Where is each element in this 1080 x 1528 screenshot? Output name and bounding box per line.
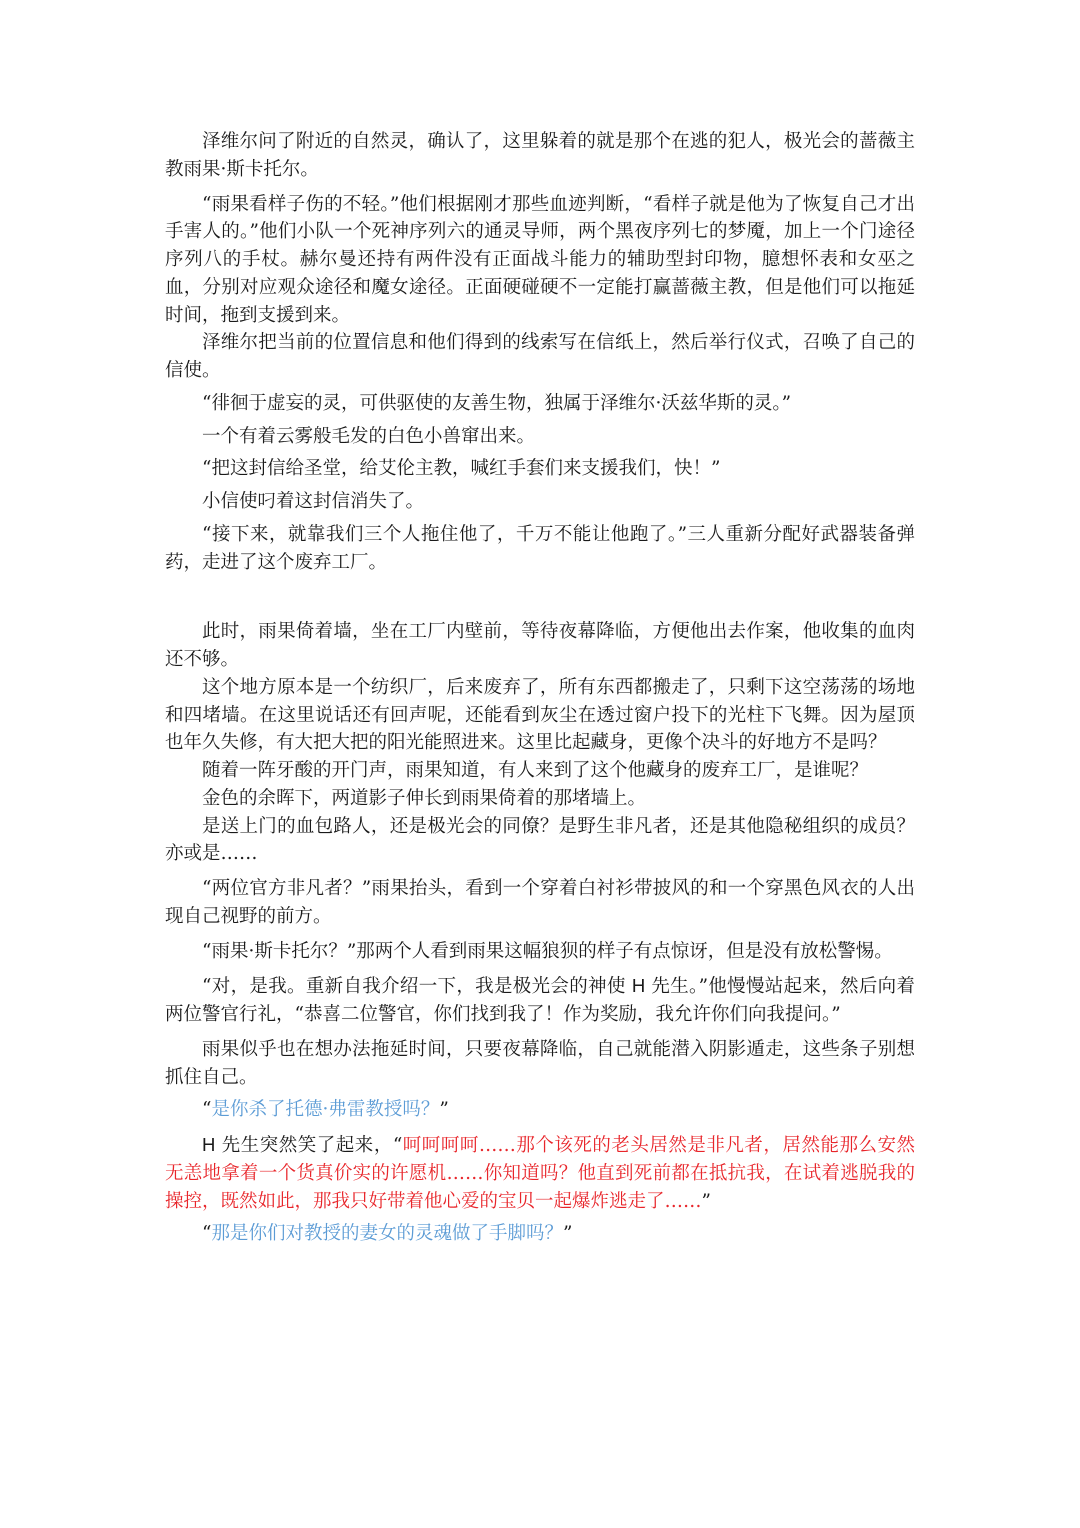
paragraph-2: “雨果看样子伤的不轻。”他们根据刚才那些血迹判断，“看样子就是他为了恢复自己才出手害人的。”他们小队一个死神序列六的通灵导师，两个黑夜序列七的梦魇，加上一个门途径序列八的手杖。赫尔曼还持有两件没有正面战斗能力的辅助型封印物，臆想怀表和女巫之血，分别对应观众途径和魔女途径。正面硬碰硬不一定能打赢蔷薇主教，但是他们可以拖延时间，拖到支援到来。 (165, 193, 915, 326)
question-2-close-quote: ” (562, 1223, 573, 1245)
paragraph-3: 泽维尔把当前的位置信息和他们得到的线索写在信纸上，然后举行仪式，召唤了自己的信使。 (165, 332, 915, 381)
paragraph-16-text-b: 先生。”他慢慢站起来，然后向着两位警官行礼，“恭喜二位警官，你们找到我了！作为奖励，我允许你们向我提问。” (165, 976, 915, 1025)
paragraph-16-text-a: “对，是我。重新自我介绍一下，我是极光会的神使 (202, 976, 632, 998)
paragraph-6: “把这封信给圣堂，给艾伦主教，喊红手套们来支援我们，快！” (202, 458, 721, 480)
question-1-close-quote: ” (439, 1099, 449, 1121)
paragraph-14: “两位官方非凡者？”雨果抬头，看到一个穿着白衬衫带披风的和一个穿黑色风衣的人出现自己视野的前方。 (165, 878, 915, 927)
question-1-text: 是你杀了托德·弗雷教授吗？ (211, 1099, 440, 1121)
paragraph-16-latin: H (631, 975, 646, 997)
paragraph-9: 此时，雨果倚着墙，坐在工厂内壁前，等待夜幕降临，方便他出去作案，他收集的血肉还不够。 (165, 621, 915, 670)
answer-prefix: 先生突然笑了起来， (215, 1135, 393, 1156)
paragraph-17: 雨果似乎也在想办法拖延时间，只要夜幕降临，自己就能潜入阴影遁走，这些条子别想抓住自己。 (165, 1038, 915, 1088)
answer-latin: H (202, 1134, 216, 1155)
answer-paragraph (165, 1131, 915, 1215)
answer-open-quote: “ (392, 1135, 403, 1156)
paragraph-7: 小信使叼着这封信消失了。 (202, 491, 425, 512)
question-1-open-quote: “ (202, 1099, 212, 1121)
paragraph-5: 一个有着云雾般毛发的白色小兽窜出来。 (202, 425, 536, 447)
paragraph-11: 随着一阵牙酸的开门声，雨果知道，有人来到了这个他藏身的废弃工厂，是谁呢？ (202, 760, 869, 781)
paragraph-16 (165, 972, 915, 1029)
answer-close-quote: ” (701, 1190, 711, 1212)
answer-text: 呵呵呵呵……那个该死的老头居然是非凡者，居然能那么安然无恙地拿着一个货真价实的许愿机……你知道吗？他直到死前都在抵抗我，在试着逃脱我的操控，既然如此，那我只好带着他心爱的宝贝一起爆炸逃走了…… (165, 1135, 915, 1212)
novel-text (165, 128, 915, 1248)
question-2-open-quote: “ (202, 1223, 212, 1245)
paragraph-13: 是送上门的血包路人，还是极光会的同僚？是野生非凡者，还是其他隐秘组织的成员？亦或是…… (165, 815, 915, 865)
paragraph-4: “徘徊于虚妄的灵，可供驱使的友善生物，独属于泽维尔·沃兹华斯的灵。” (202, 392, 792, 414)
question-2-text: 那是你们对教授的妻女的灵魂做了手脚吗？ (211, 1223, 563, 1245)
paragraph-1: 泽维尔问了附近的自然灵，确认了，这里躲着的就是那个在逃的犯人，极光会的蔷薇主教雨果·斯卡托尔。 (165, 131, 915, 180)
paragraph-12: 金色的余晖下，两道影子伸长到雨果倚着的那堵墙上。 (202, 787, 647, 809)
question-1 (165, 1096, 915, 1124)
paragraph-15: “雨果·斯卡托尔？”那两个人看到雨果这幅狼狈的样子有点惊讶，但是没有放松警惕。 (202, 940, 893, 962)
question-2 (165, 1220, 915, 1248)
paragraph-10: 这个地方原本是一个纺织厂，后来废弃了，所有东西都搬走了，只剩下这空荡荡的场地和四堵墙。在这里说话还有回声呢，还能看到灰尘在透过窗户投下的光柱下飞舞。因为屋顶也年久失修，有大把大把的阳光能照进来。这里比起藏身，更像个决斗的好地方不是吗？ (165, 676, 915, 754)
paragraph-8: “接下来，就靠我们三个人拖住他了，千万不能让他跑了。”三人重新分配好武器装备弹药，走进了这个废弃工厂。 (165, 523, 915, 573)
